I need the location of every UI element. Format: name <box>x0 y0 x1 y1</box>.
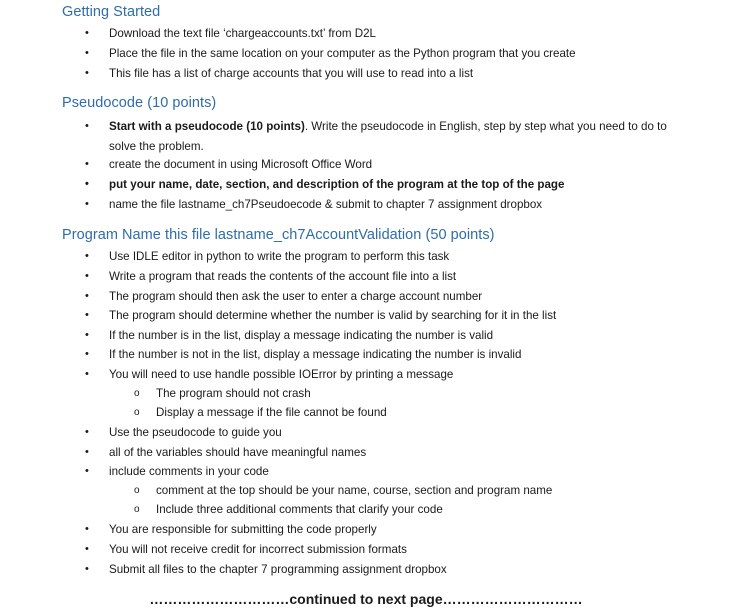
circle-bullet-icon: o <box>134 388 140 399</box>
list-item: • all of the variables should have meaningful names <box>109 443 366 463</box>
bullet-icon: • <box>85 47 89 59</box>
bullet-icon: • <box>85 563 89 575</box>
list-item: • name the file lastname_ch7Pseudoecode & submit to chapter 7 assignment dropbox <box>109 195 542 215</box>
list-item: • The program should determine whether the number is valid by searching for it in the list <box>109 306 556 326</box>
section-heading-program-name: Program Name this file lastname_ch7AccountValidation (50 points) <box>62 227 495 243</box>
bullet-icon: • <box>85 465 89 477</box>
list-item: • Write a program that reads the contents of the account file into a list <box>109 267 456 287</box>
list-item: • Use the pseudocode to guide you <box>109 423 282 443</box>
bullet-icon: • <box>85 329 89 341</box>
bullet-icon: • <box>85 368 89 380</box>
bullet-icon: • <box>85 446 89 458</box>
circle-bullet-icon: o <box>134 504 140 515</box>
list-item: • If the number is in the list, display a message indicating the number is valid <box>109 326 493 346</box>
list-item: • create the document in using Microsoft Office Word <box>109 155 372 175</box>
list-item: • You will need to use handle possible IOError by printing a message <box>109 365 453 385</box>
sub-list-item: o Include three additional comments that clarify your code <box>156 500 443 520</box>
bullet-icon: • <box>85 120 89 132</box>
list-item: • You are responsible for submitting the code properly <box>109 520 377 540</box>
list-item: • include comments in your code <box>109 462 269 482</box>
sub-list-item: o comment at the top should be your name, course, section and program name <box>156 481 552 501</box>
bullet-icon: • <box>85 178 89 190</box>
bullet-icon: • <box>85 309 89 321</box>
bullet-icon: • <box>85 290 89 302</box>
section-heading-pseudocode: Pseudocode (10 points) <box>62 95 217 111</box>
circle-bullet-icon: o <box>134 485 140 496</box>
bullet-icon: • <box>85 270 89 282</box>
list-item: • Start with a pseudocode (10 points). Write the pseudocode in English, step by step what you need to do to solve the problem. <box>109 117 669 156</box>
list-item: • Submit all files to the chapter 7 programming assignment dropbox <box>109 560 447 580</box>
list-item: • Use IDLE editor in python to write the program to perform this task <box>109 247 449 267</box>
bullet-icon: • <box>85 67 89 79</box>
bullet-icon: • <box>85 426 89 438</box>
bullet-icon: • <box>85 27 89 39</box>
bullet-icon: • <box>85 198 89 210</box>
list-item: • put your name, date, section, and description of the program at the top of the page <box>109 175 564 195</box>
sub-list-item: o The program should not crash <box>156 384 311 404</box>
section-heading-getting-started: Getting Started <box>62 4 161 20</box>
circle-bullet-icon: o <box>134 407 140 418</box>
list-item: • If the number is not in the list, display a message indicating the number is invalid <box>109 345 521 365</box>
list-item: • The program should then ask the user to enter a charge account number <box>109 287 482 307</box>
bullet-icon: • <box>85 523 89 535</box>
list-item: • Download the text file ‘chargeaccounts.txt’ from D2L <box>109 24 376 44</box>
list-item: • This file has a list of charge accounts that you will use to read into a list <box>109 64 473 84</box>
list-item: • Place the file in the same location on your computer as the Python program that you create <box>109 44 576 64</box>
sub-list-item: o Display a message if the file cannot be found <box>156 403 387 423</box>
bullet-icon: • <box>85 348 89 360</box>
bullet-icon: • <box>85 543 89 555</box>
bullet-icon: • <box>85 250 89 262</box>
bullet-icon: • <box>85 158 89 170</box>
list-item: • You will not receive credit for incorrect submission formats <box>109 540 407 560</box>
continued-footer: …………………………continued to next page………………………… <box>149 591 583 607</box>
